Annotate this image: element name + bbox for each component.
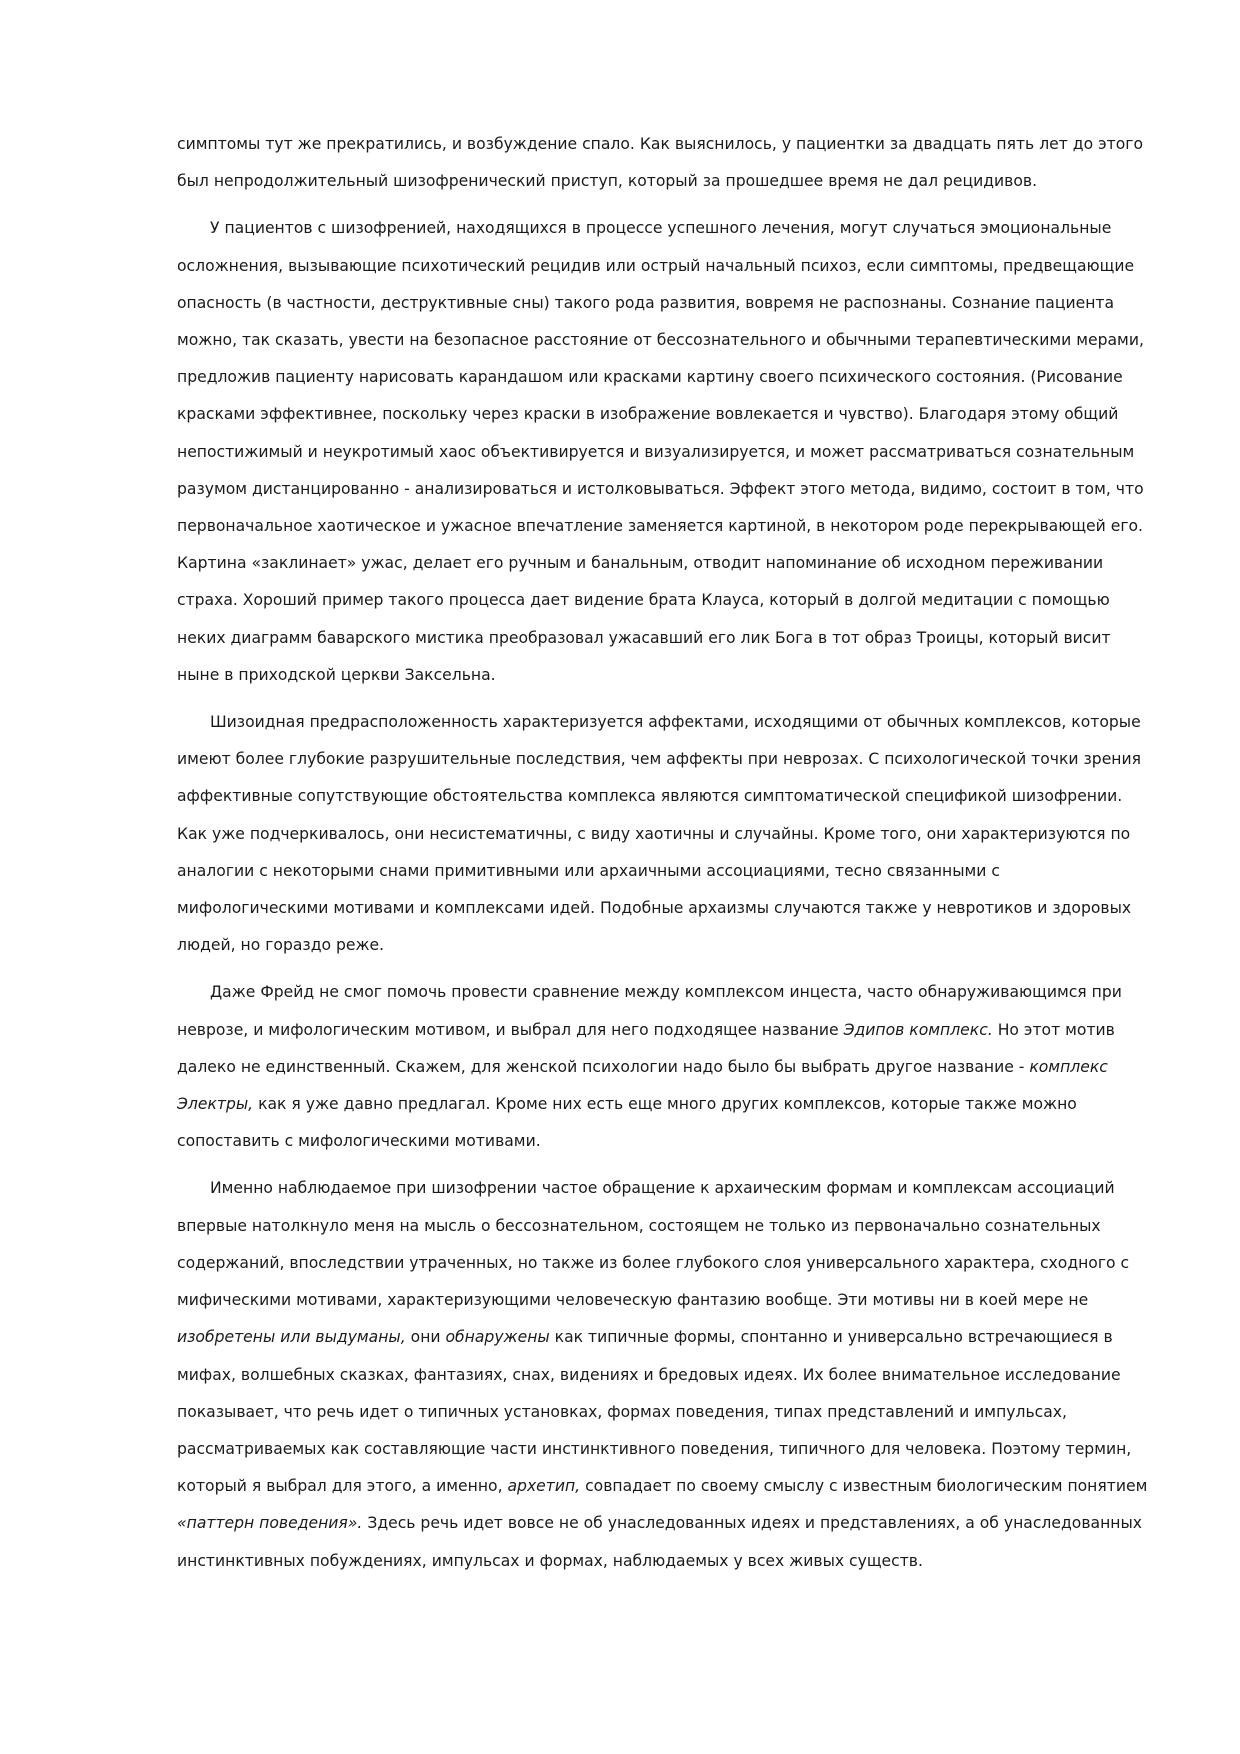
paragraph-5-text: совпадает по своему смыслу с известным биологическим понятием [580,1477,1148,1496]
paragraph-5-text: они [405,1328,446,1347]
paragraph-1-text: симптомы тут же прекратились, и возбуждение спало. Как выяснилось, у пациентки за двадцать пять лет до этого был непродолжительный шизофренический приступ, который за прошедшее время не дал рецидивов. [177,135,1143,191]
invented-term: изобретены или выдуманы, [177,1328,406,1347]
paragraph-2 [177,210,1152,694]
oedipus-complex-term: Эдипов комплекс. [843,1020,993,1039]
behavior-pattern-term: «паттерн поведения». [177,1514,363,1533]
paragraph-3-text: Шизоидная предрасположенность характеризуется аффектами, исходящими от обычных комплексов, которые имеют более глубокие разрушительные последствия, чем аффекты при неврозах. С психологической точки зрения аффективные сопутствующие обстоятельства комплекса являются симптоматической спецификой шизофрении. Как уже подчеркивалось, они несистематичны, с виду хаотичны и случайны. Кроме того, они характеризуются по аналогии с некоторыми снами примитивными или архаичными ассоциациями, тесно связанными с мифологическими мотивами и комплексами идей. Подобные архаизмы случаются также у невротиков и здоровых людей, но гораздо реже. [177,713,1142,955]
paragraph-3 [177,704,1152,964]
paragraph-5-text: Именно наблюдаемое при шизофрении частое обращение к архаическим формам и комплексам ассоциаций впервые натолкнуло меня на мысль о бессознательном, состоящем не только из первоначально сознательных содержаний, впоследствии утраченных, но также из более глубокого слоя универсального характера, сходного с мифическими мотивами, характеризующими человеческую фантазию вообще. Эти мотивы ни в коей мере не [177,1179,1130,1310]
paragraph-2-text: У пациентов с шизофренией, находящихся в процессе успешного лечения, могут случаться эмоциональные осложнения, вызывающие психотический рецидив или острый начальный психоз, если симптомы, предвещающие опасность (в частности, деструктивные сны) такого рода развития, вовремя не распознаны. Сознание пациента можно, так сказать, увести на безопасное расстояние от бессознательного и обычными терапевтическими мерами, предложив пациенту нарисовать карандашом или красками картину своего психического состояния. (Рисование красками эффективнее, поскольку через краски в изображение вовлекается и чувство). Благодаря этому общий непостижимый и неукротимый хаос объективируется и визуализируется, и может рассматриваться сознательным разумом дистанцированно - анализироваться и истолковываться. Эффект этого метода, видимо, состоит в том, что первоначальное хаотическое и ужасное впечатление заменяется картиной, в некотором роде перекрывающей его. Картина «заклинает» ужас, делает его ручным и банальным, отводит напоминание об исходном переживании страха. Хороший пример такого процесса дает видение брата Клауса, который в долгой медитации с помощью неких диаграмм баварского мистика преобразовал ужасавший его лик Бога в тот образ Троицы, который висит ныне в приходской церкви Заксельна. [177,219,1144,684]
paragraph-5-text: Здесь речь идет вовсе не об унаследованных идеях и представлениях, а об унаследованных инстинктивных побуждениях, импульсах и формах, наблюдаемых у всех живых существ. [177,1514,1142,1570]
paragraph-4-text: как я уже давно предлагал. Кроме них есть еще много других комплексов, которые также можно сопоставить с мифологическими мотивами. [177,1095,1077,1151]
paragraph-4-text: Даже Фрейд не смог помочь провести сравнение между комплексом инцеста, часто обнаруживающимся при неврозе, и мифологическим мотивом, и выбрал для него подходящее название [177,983,1122,1039]
paragraph-5 [177,1170,1152,1579]
archetype-term: архетип, [507,1477,581,1496]
paragraph-5-text: как типичные формы, спонтанно и универсально встречающиеся в мифах, волшебных сказках, фантазиях, снах, видениях и бредовых идеях. Их более внимательное исследование показывает, что речь идет о типичных установках, формах поведения, типах представлений и импульсах, рассматриваемых как составляющие части инстинктивного поведения, типичного для человека. Поэтому термин, который я выбрал для этого, а именно, [177,1328,1132,1496]
paragraph-1 [177,126,1152,200]
discovered-term: обнаружены [445,1328,550,1347]
paragraph-4-text: Но этот мотив далеко не единственный. Скажем, для женской психологии надо было бы выбрать другое название - [177,1020,1115,1076]
document-body [177,126,1152,1590]
electra-complex-term: комплекс Электры, [177,1057,1108,1114]
paragraph-4 [177,974,1152,1160]
